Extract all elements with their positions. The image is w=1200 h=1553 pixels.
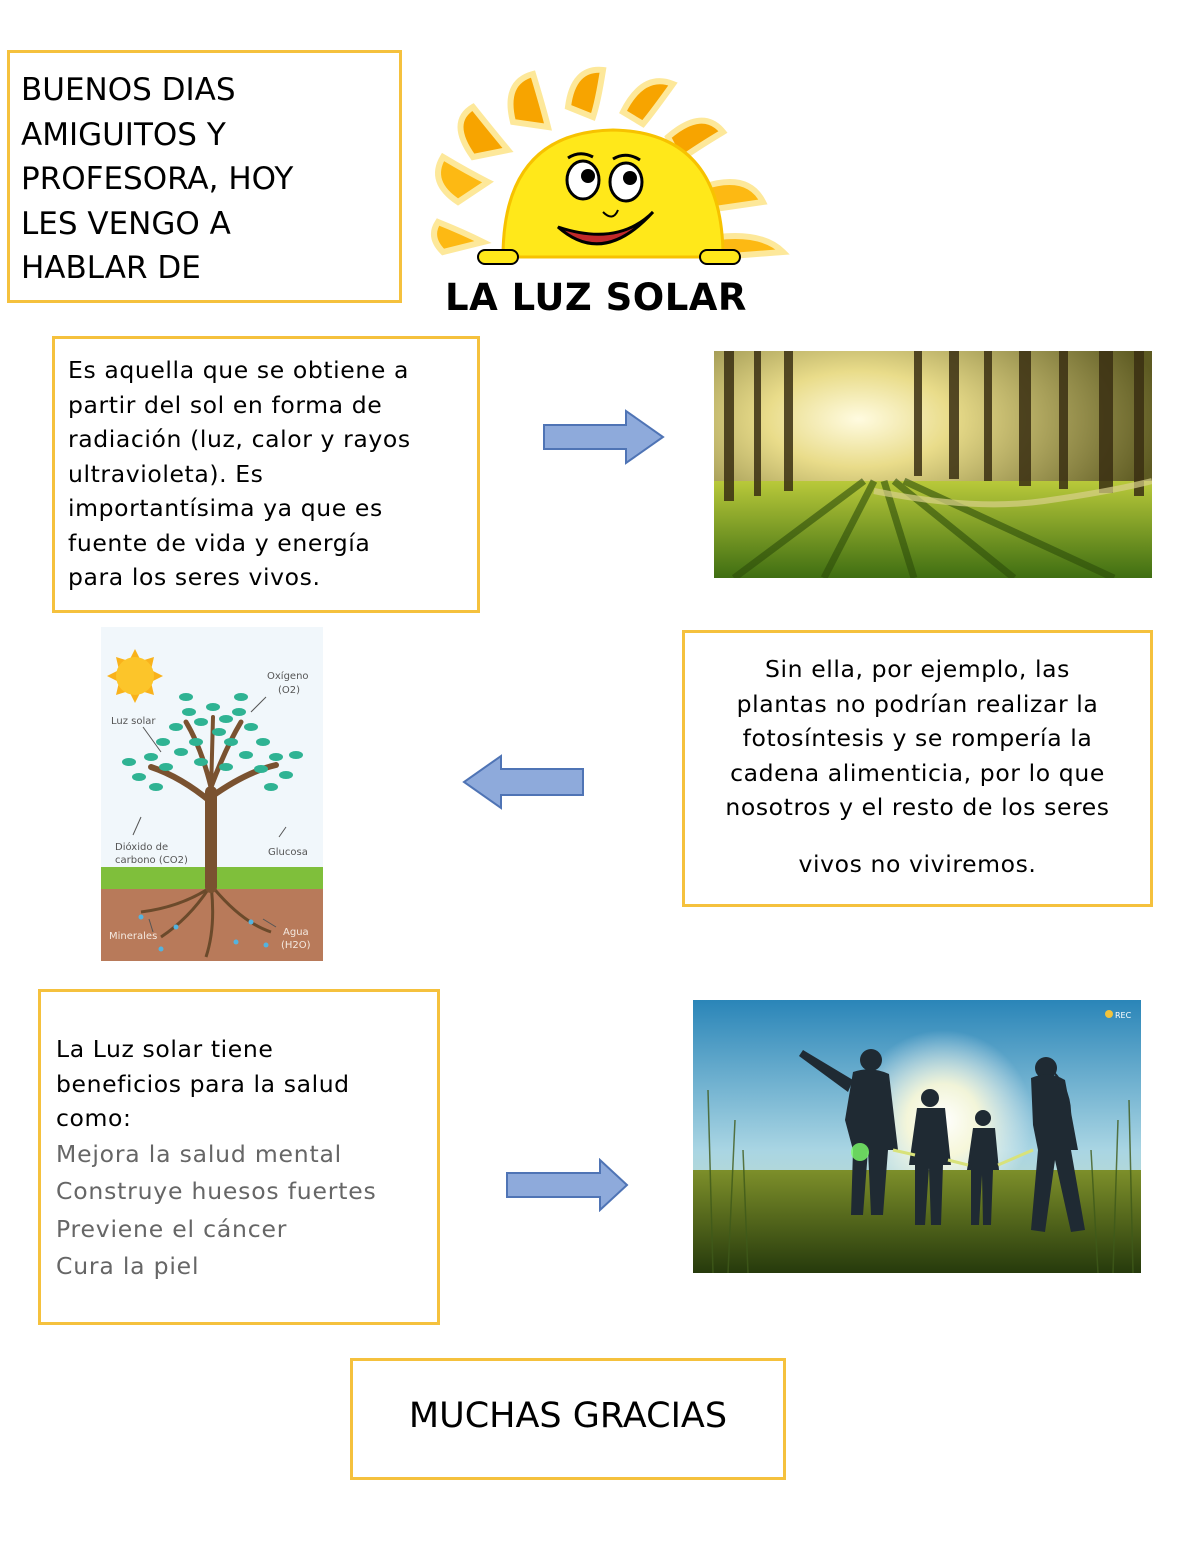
label-glucose: Glucosa (268, 847, 308, 858)
definition-line: para los seres vivos. (68, 563, 321, 591)
label-co2-formula: carbono (CO2) (115, 855, 188, 866)
page-title: LA LUZ SOLAR (445, 276, 747, 319)
definition-line: partir del sol en forma de (68, 390, 383, 419)
label-oxygen: Oxígeno (267, 671, 309, 682)
label-minerals: Minerales (109, 931, 158, 942)
photosynthesis-text (690, 652, 1145, 878)
label-water-formula: (H2O) (281, 940, 311, 951)
greeting-text (21, 68, 391, 291)
photosynthesis-line: plantas no podrían realizar la (736, 689, 1099, 718)
photosynthesis-last-line: vivos no viviremos. (798, 850, 1037, 878)
definition-line: Es aquella que se obtiene a (68, 356, 409, 384)
smiling-sun-illustration (418, 62, 808, 272)
greeting-line: HABLAR DE (21, 250, 201, 286)
photosynthesis-tree-diagram (101, 627, 323, 961)
rec-dot-icon (1105, 1010, 1113, 1018)
rec-badge: REC (1115, 1011, 1132, 1020)
definition-line: importantísima ya que es (68, 494, 383, 522)
benefits-intro-line: La Luz solar tiene (56, 1035, 274, 1063)
label-water: Agua (283, 927, 309, 938)
family-in-sunlight-photo (693, 1000, 1141, 1273)
photosynthesis-line: cadena alimenticia, por lo que (730, 758, 1105, 787)
definition-line: ultravioleta). Es (68, 459, 264, 488)
greeting-line: PROFESORA, HOY (21, 161, 294, 197)
label-oxygen-formula: (O2) (278, 685, 301, 696)
benefit-item: Mejora la salud mental (56, 1139, 343, 1168)
benefits-intro-line: beneficios para la salud (56, 1069, 350, 1098)
forest-sunlight-photo (714, 351, 1152, 578)
greeting-line: AMIGUITOS Y (21, 116, 226, 153)
thanks-text: MUCHAS GRACIAS (408, 1396, 728, 1436)
photosynthesis-line: fotosíntesis y se rompería la (742, 724, 1093, 752)
benefits-text (56, 1032, 436, 1286)
benefit-item: Previene el cáncer (56, 1214, 288, 1243)
benefits-intro-line: como: (56, 1104, 132, 1132)
right-arrow-icon (505, 1158, 630, 1212)
left-arrow-icon (461, 754, 586, 812)
photosynthesis-line: nosotros y el resto de los seres (725, 793, 1110, 821)
greeting-line: LES VENGO A (21, 205, 231, 242)
definition-line: radiación (luz, calor y rayos (68, 425, 411, 453)
label-co2: Dióxido de (115, 842, 169, 853)
greeting-line: BUENOS DIAS (21, 72, 236, 108)
definition-text (68, 353, 468, 595)
photosynthesis-line: Sin ella, por ejemplo, las (765, 655, 1070, 683)
benefit-item: Construye huesos fuertes (56, 1177, 377, 1205)
benefit-item: Cura la piel (56, 1252, 200, 1280)
label-sunlight: Luz solar (111, 716, 156, 727)
right-arrow-icon (541, 408, 666, 466)
definition-line: fuente de vida y energía (68, 528, 371, 557)
